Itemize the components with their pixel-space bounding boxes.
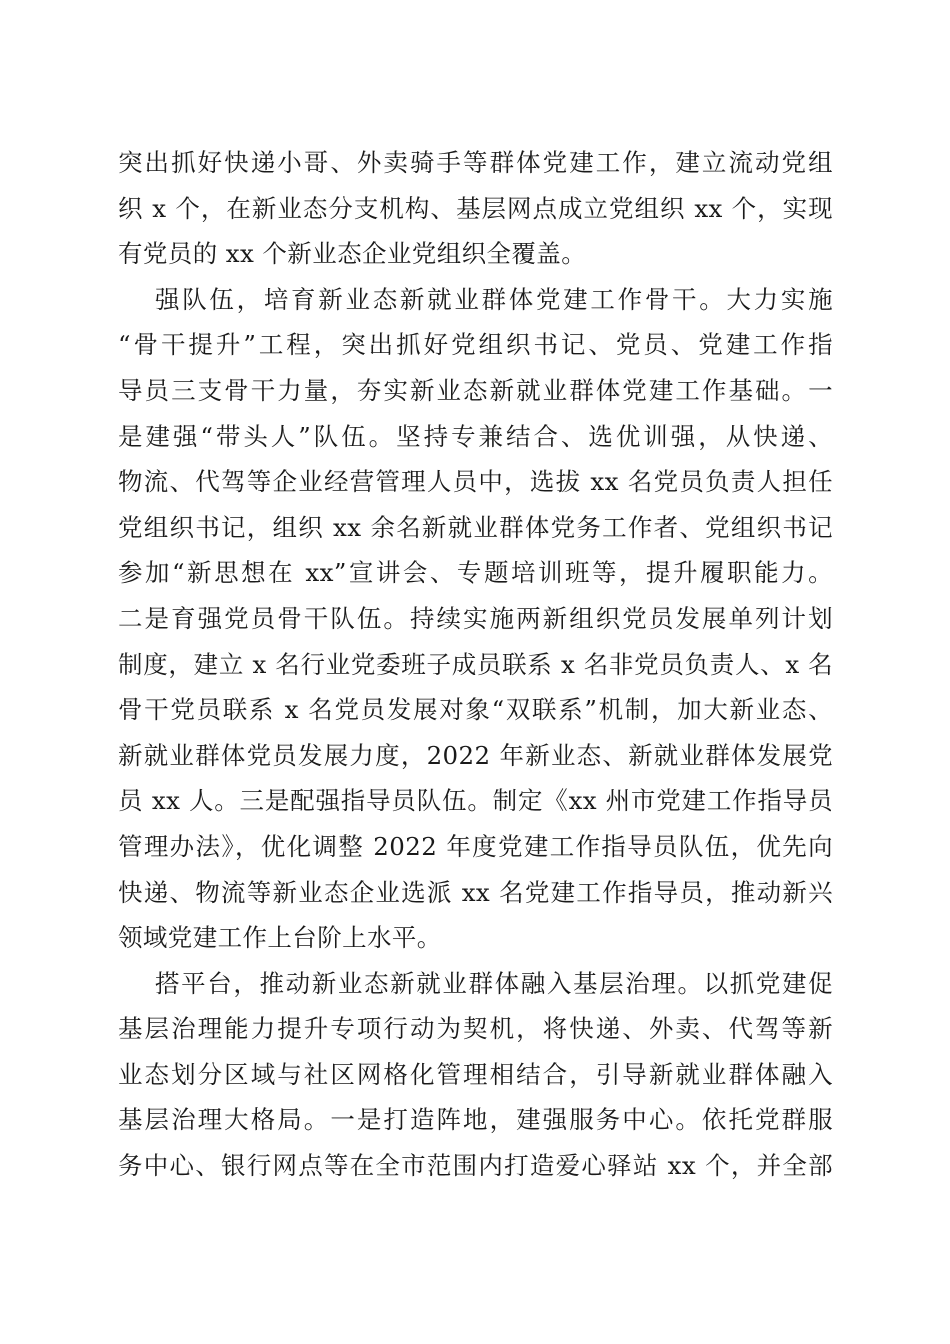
paragraph-3 [118,961,833,1189]
paragraph-1 [118,140,833,277]
text-line: 务中心、银行网点等在全市范围内打造爱心驿站 xx 个，并全部 [118,1151,833,1181]
text-line: 参加“新思想在 xx”宣讲会、专题培训班等，提升履职能力。 [118,558,833,588]
paragraph-2 [118,277,833,961]
text-line: “骨干提升”工程，突出抓好党组织书记、党员、党建工作指 [118,330,833,360]
document-body [118,140,833,1189]
text-line: 基层治理能力提升专项行动为契机，将快递、外卖、代驾等新 [118,1014,833,1044]
text-line: 快递、物流等新业态企业选派 xx 名党建工作指导员，推动新兴 [118,877,833,907]
text-line: 是建强“带头人”队伍。坚持专兼结合、选优训强，从快递、 [118,421,833,451]
text-line: 物流、代驾等企业经营管理人员中，选拔 xx 名党员负责人担任 [118,467,833,497]
text-line: 织 x 个，在新业态分支机构、基层网点成立党组织 xx 个，实现 [118,193,833,223]
text-line: 有党员的 xx 个新业态企业党组织全覆盖。 [118,239,587,269]
text-line: 强队伍，培育新业态新就业群体党建工作骨干。大力实施 [155,284,833,314]
text-line: 搭平台，推动新业态新就业群体融入基层治理。以抓党建促 [155,968,833,998]
text-line: 突出抓好快递小哥、外卖骑手等群体党建工作，建立流动党组 [118,148,833,177]
text-line: 业态划分区域与社区网格化管理相结合，引导新就业群体融入 [118,1059,833,1089]
text-line: 制度，建立 x 名行业党委班子成员联系 x 名非党员负责人、x 名 [118,649,833,679]
text-line: 党组织书记，组织 xx 余名新就业群体党务工作者、党组织书记 [118,512,833,542]
text-line: 员 xx 人。三是配强指导员队伍。制定《xx 州市党建工作指导员 [118,786,833,816]
text-line: 新就业群体党员发展力度，2022 年新业态、新就业群体发展党 [118,740,833,770]
text-line: 二是育强党员骨干队伍。持续实施两新组织党员发展单列计划 [118,603,833,633]
text-line: 领域党建工作上台阶上水平。 [118,923,442,953]
text-line: 骨干党员联系 x 名党员发展对象“双联系”机制，加大新业态、 [118,695,833,725]
text-line: 基层治理大格局。一是打造阵地，建强服务中心。依托党群服 [118,1105,833,1135]
text-line: 导员三支骨干力量，夯实新业态新就业群体党建工作基础。一 [118,375,833,405]
text-line: 管理办法》，优化调整 2022 年度党建工作指导员队伍，优先向 [118,831,833,861]
